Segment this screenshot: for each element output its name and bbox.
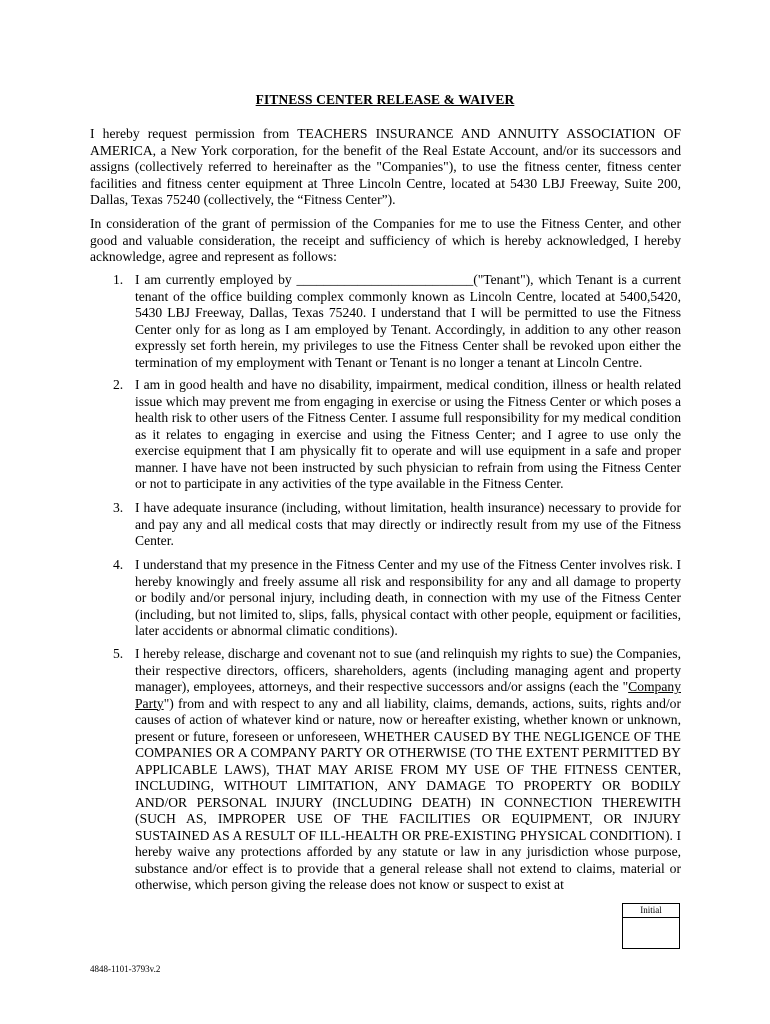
initial-label: Initial xyxy=(623,904,679,918)
list-item-text: I am currently employed by __________________________("Tenant"), which Tenant is a current tenant of the office building complex commonly known as Lincoln Centre, located at 5400,5420, 5430 LBJ Freeway, Dallas, Texas 75240. I understand that I will be permitted to use the Fitness Center only for as long as I am employed by Tenant. Accordingly, in addition to any other reason expressly set forth herein, my privileges to use the Fitness Center shall be revoked upon either the termination of my employment with Tenant or Tenant is no longer a tenant at Lincoln Centre. xyxy=(135,272,681,370)
initial-box[interactable] xyxy=(622,903,680,949)
intro-paragraph: I hereby request permission from TEACHERS INSURANCE AND ANNUITY ASSOCIATION OF AMERICA, a New York corporation, for the benefit of the Real Estate Account, and/or its successors and assigns (collectively referred to hereinafter as the "Companies"), to use the fitness center, fitness center facilities and fitness center equipment at Three Lincoln Centre, located at 5430 LBJ Freeway, Suite 200, Dallas, Texas 75240 (collectively, the “Fitness Center”). xyxy=(90,126,681,207)
list-item-text-before: I hereby release, discharge and covenant not to sue (and relinquish my rights to sue) the Companies, their respective directors, officers, shareholders, agents (including managing agent and property manager), employees, attorneys, and their respective successors and/or assigns (each the " xyxy=(135,646,681,694)
list-item-number: 3. xyxy=(113,500,124,515)
list-item xyxy=(90,557,681,640)
list-item-number: 2. xyxy=(113,377,124,392)
list-item-text xyxy=(135,646,681,894)
list-item-text: I have adequate insurance (including, without limitation, health insurance) necessary to provide for and pay any and all medical costs that may directly or indirectly result from my use of the Fitness Center. xyxy=(135,500,681,548)
list-item-text: I understand that my presence in the Fitness Center and my use of the Fitness Center involves risk. I hereby knowingly and freely assume all risk and responsibility for any and all damage to property or bodily and/or personal injury, including death, in connection with my use of the Fitness Center (including, but not limited to, slips, falls, physical contact with other people, equipment or facilities, later accidents or abnormal climatic conditions). xyxy=(135,557,681,638)
list-item-number: 5. xyxy=(113,646,124,661)
list-item xyxy=(90,646,681,894)
document-title: FITNESS CENTER RELEASE & WAIVER xyxy=(255,92,515,107)
consideration-paragraph: In consideration of the grant of permission of the Companies for me to use the Fitness Center, and other good and valuable consideration, the receipt and sufficiency of which is hereby acknowledged, I hereby acknowledge, agree and represent as follows: xyxy=(90,216,681,264)
list-item xyxy=(90,500,681,550)
list-item xyxy=(90,377,681,493)
list-item-number: 1. xyxy=(113,272,124,287)
list-item-number: 4. xyxy=(113,557,124,572)
company-party-term: Company Party xyxy=(135,679,681,711)
list-item xyxy=(90,272,681,371)
document-id: 4848-1101-3793v.2 xyxy=(90,964,161,974)
list-item-text: I am in good health and have no disability, impairment, medical condition, illness or health related issue which may prevent me from engaging in exercise or using the Fitness Center or which poses a health risk to other users of the Fitness Center. I assume full responsibility for my medical condition as it relates to engaging in exercise and using the Fitness Center; and I agree to use only the exercise equipment that I am physically fit to operate and will use equipment in a safe and proper manner. I have have not been instructed by such physician to refrain from using the Fitness Center or not to participate in any activities of the type available in the Fitness Center. xyxy=(135,377,681,491)
list-item-text-after: ") from and with respect to any and all liability, claims, demands, actions, suits, rights and/or causes of action of whatever kind or nature, now or hereafter existing, whether known or unknown, present or future, foreseen or unforeseen, WHETHER CAUSED BY THE NEGLIGENCE OF THE COMPANIES OR A COMPANY PARTY OR OTHERWISE (TO THE EXTENT PERMITTED BY APPLICABLE LAWS), THAT MAY ARISE FROM MY USE OF THE FITNESS CENTER, INCLUDING, WITHOUT LIMITATION, ANY DAMAGE TO PROPERTY OR BODILY AND/OR PERSONAL INJURY (INCLUDING DEATH) IN CONNECTION THEREWITH (SUCH AS, IMPROPER USE OF THE FACILITIES OR EQUIPMENT, OR INJURY SUSTAINED AS A RESULT OF ILL-HEALTH OR PRE-EXISTING PHYSICAL CONDITION). I hereby waive any protections afforded by any statute or law in any jurisdiction whose purpose, substance and/or effect is to provide that a general release shall not extend to claims, material or otherwise, which person giving the release does not know or suspect to exist at xyxy=(135,695,681,892)
